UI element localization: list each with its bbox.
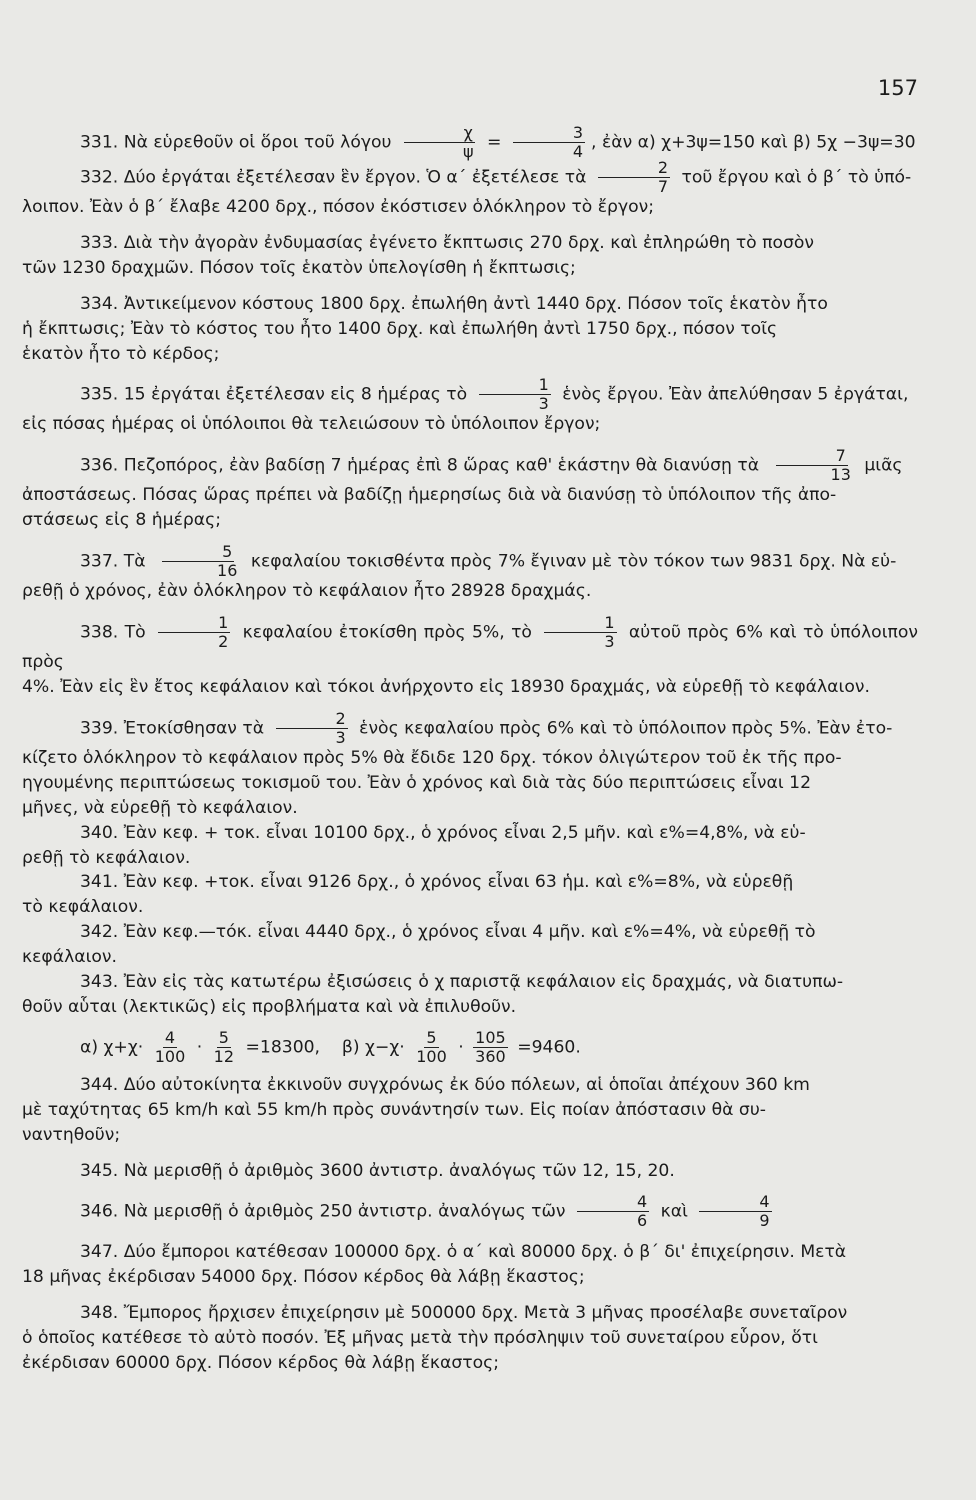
fraction: $\frac{1}{2}$ bbox=[158, 615, 230, 650]
fraction: $\frac{4}{6}$ bbox=[577, 1194, 649, 1229]
problem-342: 342. Ἐὰν κεφ.—τόκ. εἶναι 4440 δρχ., ὁ χρόνος εἶναι 4 μῆν. καὶ ε%=4%, νὰ εὑρεθῇ τὸ bbox=[80, 922, 816, 943]
fraction: $\frac{4}{100}$ bbox=[154, 1027, 186, 1066]
fraction: $\frac{105}{360}$ bbox=[475, 1027, 506, 1066]
fraction: $\frac{7}{13}$ bbox=[771, 448, 853, 483]
page-number: 157 bbox=[877, 76, 918, 100]
problem-list bbox=[22, 125, 918, 1376]
fraction: $\frac{1}{3}$ bbox=[479, 377, 551, 412]
problem-339-cont: μῆνες, νὰ εὑρεθῇ τὸ κεφάλαιον. bbox=[22, 797, 298, 818]
problem-337: 337. Τὰ $\frac{5}{16}$ κεφαλαίου τοκισθέντα πρὸς 7% ἔγιναν μὲ τὸν τόκον των 9831 δρχ. Νὰ εὑ- bbox=[80, 542, 897, 581]
problem-344-cont: μὲ ταχύτητας 65 km/h καὶ 55 km/h πρὸς συνάντησίν των. Εἰς ποίαν ἀπόστασιν θὰ συ- bbox=[22, 1099, 766, 1120]
fraction: $\frac{3}{4}$ bbox=[513, 125, 585, 160]
problem-340: 340. Ἐὰν κεφ. + τοκ. εἶναι 10100 δρχ., ὁ χρόνος εἶναι 2,5 μῆν. καὶ ε%=4,8%, νὰ εὑ- bbox=[80, 822, 806, 843]
problem-344: 344. Δύο αὐτοκίνητα ἐκκινοῦν συγχρόνως ἐκ δύο πόλεων, αἱ ὁποῖαι ἀπέχουν 360 km bbox=[80, 1074, 810, 1095]
problem-334-cont: ἡ ἔκπτωσις; Ἐὰν τὸ κόστος του ἦτο 1400 δρχ. καὶ ἐπωλήθη ἀντὶ 1750 δρχ., πόσον τοῖς bbox=[22, 318, 778, 339]
problem-338-cont: 4%. Ἐὰν εἰς ἓν ἔτος κεφάλαιον καὶ τόκοι ἀνήρχοντο εἰς 18930 δραχμάς, νὰ εὑρεθῇ τὸ κεφάλαιον. bbox=[22, 676, 870, 697]
problem-341: 341. Ἐὰν κεφ. +τοκ. εἶναι 9126 δρχ., ὁ χρόνος εἶναι 63 ἡμ. καὶ ε%=8%, νὰ εὑρεθῇ bbox=[80, 872, 794, 893]
problem-334-cont: ἑκατὸν ἦτο τὸ κέρδος; bbox=[22, 343, 220, 364]
problem-332: 332. Δύο ἐργάται ἐξετέλεσαν ἓν ἔργον. Ὁ α΄ ἐξετέλεσε τὰ $\frac{2}{7}$ τοῦ ἔργου καὶ ὁ β΄ τὸ ὑπό- bbox=[80, 158, 912, 196]
problem-336: 336. Πεζοπόρος, ἐὰν βαδίσῃ 7 ἡμέρας ἐπὶ 8 ὥρας καθ' ἑκάστην θὰ διανύσῃ τὰ $\frac{7}{13}$ μιᾶς bbox=[80, 446, 903, 485]
problem-348-cont: ὁ ὁποῖος κατέθεσε τὸ αὐτὸ ποσόν. Ἐξ μῆνας μετὰ τὴν πρόσληψιν τοῦ συνεταίρου εὗρον, ὅτι bbox=[22, 1328, 818, 1349]
problem-335: 335. 15 ἐργάται ἐξετέλεσαν εἰς 8 ἡμέρας τὸ $\frac{1}{3}$ ἑνὸς ἔργου. Ἐὰν ἀπελύθησαν 5 ἐργάται, bbox=[80, 375, 909, 414]
problem-335-cont: εἰς πόσας ἡμέρας οἱ ὑπόλοιποι θὰ τελειώσουν τὸ ὑπόλοιπον ἔργον; bbox=[22, 414, 601, 435]
fraction: $\frac{1}{3}$ bbox=[544, 615, 616, 650]
problem-345: 345. Νὰ μερισθῇ ὁ ἀριθμὸς 3600 ἀντιστρ. ἀναλόγως τῶν 12, 15, 20. bbox=[80, 1160, 675, 1181]
problem-340-cont: ρεθῇ τὸ κεφάλαιον. bbox=[22, 847, 191, 868]
problem-339-cont: ηγουμένης περιπτώσεως τοκισμοῦ του. Ἐὰν ὁ χρόνος καὶ διὰ τὰς δύο περιπτώσεις εἶναι 12 bbox=[22, 772, 812, 793]
problem-348-cont: ἐκέρδισαν 60000 δρχ. Πόσον κέρδος θὰ λάβῃ ἕκαστος; bbox=[22, 1353, 500, 1374]
fraction: $\frac{2}{7}$ bbox=[598, 160, 670, 195]
equations-343: α) χ+χ· $\frac{4}{100}$ · $\frac{5}{12}$ =18300, β) χ−χ· $\frac{5}{100}$ · $\frac{105}{360}$ =9460. bbox=[80, 1027, 581, 1066]
problem-339: 339. Ἐτοκίσθησαν τὰ $\frac{2}{3}$ ἑνὸς κεφαλαίου πρὸς 6% καὶ τὸ ὑπόλοιπον πρὸς 5%. Ἐὰν ἐτο- bbox=[80, 708, 893, 747]
problem-343: 343. Ἐὰν εἰς τὰς κατωτέρω ἐξισώσεις ὁ χ παριστᾷ κεφάλαιον εἰς δραχμάς, νὰ διατυπω- bbox=[80, 972, 844, 993]
problem-336-cont: ἀποστάσεως. Πόσας ὥρας πρέπει νὰ βαδίζῃ ἡμερησίως διὰ νὰ διανύσῃ τὸ ὑπόλοιπον τῆς ἀπο- bbox=[22, 485, 837, 506]
problem-336-cont: στάσεως εἰς 8 ἡμέρας; bbox=[22, 510, 221, 531]
fraction: $\frac{5}{12}$ bbox=[213, 1027, 235, 1066]
problem-342-cont: κεφάλαιον. bbox=[22, 947, 117, 968]
problem-346: 346. Νὰ μερισθῇ ὁ ἀριθμὸς 250 ἀντιστρ. ἀναλόγως τῶν $\frac{4}{6}$ καὶ $\frac{4}{9}$ bbox=[80, 1192, 770, 1231]
problem-333: 333. Διὰ τὴν ἀγορὰν ἐνδυμασίας ἐγένετο ἔκπτωσις 270 δρχ. καὶ ἐπληρώθη τὸ ποσὸν bbox=[80, 232, 815, 253]
problem-339-cont: κίζετο ὁλόκληρον τὸ κεφάλαιον πρὸς 5% θὰ ἔδιδε 120 δρχ. τόκον ὀλιγώτερον τοῦ ἐκ τῆς προ- bbox=[22, 747, 842, 768]
problem-337-cont: ρεθῇ ὁ χρόνος, ἐὰν ὁλόκληρον τὸ κεφάλαιον ἦτο 28928 δραχμάς. bbox=[22, 581, 592, 602]
problem-348: 348. Ἔμπορος ἤρχισεν ἐπιχείρησιν μὲ 500000 δρχ. Μετὰ 3 μῆνας προσέλαβε συνεταῖρον bbox=[80, 1303, 848, 1324]
problem-333-cont: τῶν 1230 δραχμῶν. Πόσον τοῖς ἑκατὸν ὑπελογίσθη ἡ ἔκπτωσις; bbox=[22, 257, 576, 278]
fraction: $\frac{4}{9}$ bbox=[699, 1194, 771, 1229]
problem-338: 338. Τὸ $\frac{1}{2}$ κεφαλαίου ἐτοκίσθη πρὸς 5%, τὸ $\frac{1}{3}$ αὐτοῦ πρὸς 6% καὶ τὸ ὑπόλοιπον πρὸς bbox=[22, 613, 918, 673]
fraction: $\frac{\chi}{\psi}$ bbox=[403, 125, 476, 160]
problem-344-cont: ναντηθοῦν; bbox=[22, 1124, 121, 1145]
problem-347: 347. Δύο ἔμποροι κατέθεσαν 100000 δρχ. ὁ α΄ καὶ 80000 δρχ. ὁ β΄ δι' ἐπιχείρησιν. Μετὰ bbox=[80, 1242, 847, 1263]
problem-341-cont: τὸ κεφάλαιον. bbox=[22, 897, 144, 918]
problem-331: 331. Νὰ εὑρεθοῦν οἱ ὅροι τοῦ λόγου $\frac{\chi}{\psi}$ = $\frac{3}{4}$ , ἐὰν α) χ+3ψ=150 καὶ β) 5χ −3ψ=30 bbox=[80, 123, 916, 161]
problem-343-cont: θοῦν αὗται (λεκτικῶς) εἰς προβλήματα καὶ νὰ ἐπιλυθοῦν. bbox=[22, 996, 517, 1017]
fraction: $\frac{5}{16}$ bbox=[157, 544, 239, 579]
problem-347-cont: 18 μῆνας ἐκέρδισαν 54000 δρχ. Πόσον κέρδος θὰ λάβῃ ἕκαστος; bbox=[22, 1267, 585, 1288]
problem-334: 334. Ἀντικείμενον κόστους 1800 δρχ. ἐπωλήθη ἀντὶ 1440 δρχ. Πόσον τοῖς ἑκατὸν ἦτο bbox=[80, 293, 828, 314]
fraction: $\frac{2}{3}$ bbox=[276, 711, 348, 746]
problem-332-cont: λοιπον. Ἐὰν ὁ β΄ ἔλαβε 4200 δρχ., πόσον ἐκόστισεν ὁλόκληρον τὸ ἔργον; bbox=[22, 197, 655, 217]
fraction: $\frac{5}{100}$ bbox=[416, 1027, 447, 1066]
